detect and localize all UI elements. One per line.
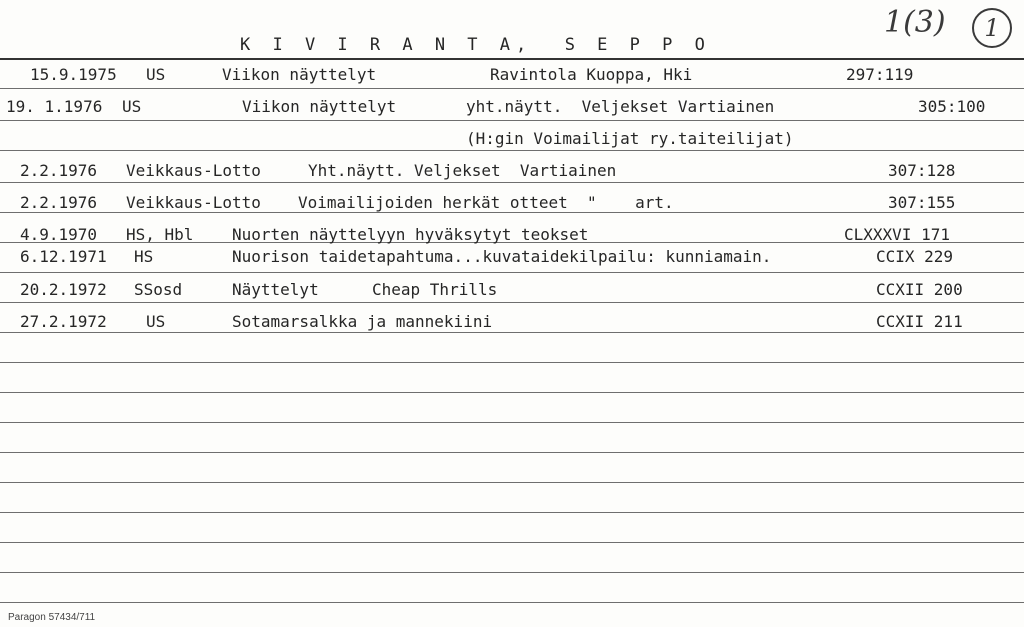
rule-line bbox=[0, 572, 1024, 573]
rule-line bbox=[0, 58, 1024, 60]
entry-detail: yht.näytt. Veljekset Vartiainen bbox=[466, 97, 775, 116]
circled-number bbox=[972, 8, 1012, 48]
entry-title: Yht.näytt. Veljekset Vartiainen bbox=[308, 161, 617, 180]
entry-source: US bbox=[146, 65, 166, 84]
circled-number-text: 1 bbox=[984, 14, 1000, 42]
entry-ref: CCIX 229 bbox=[876, 247, 954, 266]
entry-continuation: (H:gin Voimailijat ry.taiteilijat) bbox=[466, 129, 794, 148]
rule-line bbox=[0, 362, 1024, 363]
entry-title: Nuorison taidetapahtuma...kuvataidekilpailu: kunniamain. bbox=[232, 247, 772, 266]
entry-source: SSosd bbox=[134, 280, 183, 299]
rule-line bbox=[0, 392, 1024, 393]
rule-line bbox=[0, 422, 1024, 423]
entry-ref: 305:100 bbox=[918, 97, 986, 116]
entry-date: 27.2.1972 bbox=[20, 312, 107, 331]
entry-source: US bbox=[146, 312, 166, 331]
rule-line bbox=[0, 182, 1024, 183]
rule-line bbox=[0, 542, 1024, 543]
entry-ref: CCXII 200 bbox=[876, 280, 963, 299]
entry-ref: 307:155 bbox=[888, 193, 956, 212]
rule-line bbox=[0, 512, 1024, 513]
rule-line bbox=[0, 482, 1024, 483]
entry-date: 2.2.1976 bbox=[20, 161, 98, 180]
entry-date: 2.2.1976 bbox=[20, 193, 98, 212]
rule-line bbox=[0, 88, 1024, 89]
rule-line bbox=[0, 602, 1024, 603]
entry-source: Veikkaus-Lotto bbox=[126, 161, 261, 180]
entry-source: US bbox=[122, 97, 142, 116]
rule-line bbox=[0, 272, 1024, 273]
entry-date: 19. 1.1976 bbox=[6, 97, 103, 116]
entry-source: HS, Hbl bbox=[126, 225, 194, 244]
entry-ref: CLXXXVI 171 bbox=[844, 225, 950, 244]
entry-ref: 297:119 bbox=[846, 65, 914, 84]
entry-title: Nuorten näyttelyyn hyväksytyt teokset bbox=[232, 225, 589, 244]
page-mark: 1(3) bbox=[884, 5, 946, 40]
rule-line bbox=[0, 302, 1024, 303]
entry-date: 6.12.1971 bbox=[20, 247, 107, 266]
entry-source: HS bbox=[134, 247, 154, 266]
entry-title: Voimailijoiden herkät otteet " art. bbox=[298, 193, 674, 212]
entry-date: 4.9.1970 bbox=[20, 225, 98, 244]
entry-date: 15.9.1975 bbox=[30, 65, 117, 84]
entry-title: Viikon näyttelyt bbox=[222, 65, 377, 84]
entry-date: 20.2.1972 bbox=[20, 280, 107, 299]
card-title: K I V I R A N T A, S E P P O bbox=[240, 35, 711, 55]
rule-line bbox=[0, 212, 1024, 213]
rule-line bbox=[0, 150, 1024, 151]
entry-title: Viikon näyttelyt bbox=[242, 97, 397, 116]
entry-title: Näyttelyt bbox=[232, 280, 319, 299]
card-footer: Paragon 57434/711 bbox=[8, 612, 96, 623]
entry-detail: Ravintola Kuoppa, Hki bbox=[490, 65, 693, 84]
entry-detail: Cheap Thrills bbox=[372, 280, 498, 299]
entry-title: Sotamarsalkka ja mannekiini bbox=[232, 312, 493, 331]
entry-ref: CCXII 211 bbox=[876, 312, 963, 331]
rule-line bbox=[0, 120, 1024, 121]
rule-line bbox=[0, 332, 1024, 333]
rule-line bbox=[0, 452, 1024, 453]
entry-ref: 307:128 bbox=[888, 161, 956, 180]
entry-source: Veikkaus-Lotto bbox=[126, 193, 261, 212]
